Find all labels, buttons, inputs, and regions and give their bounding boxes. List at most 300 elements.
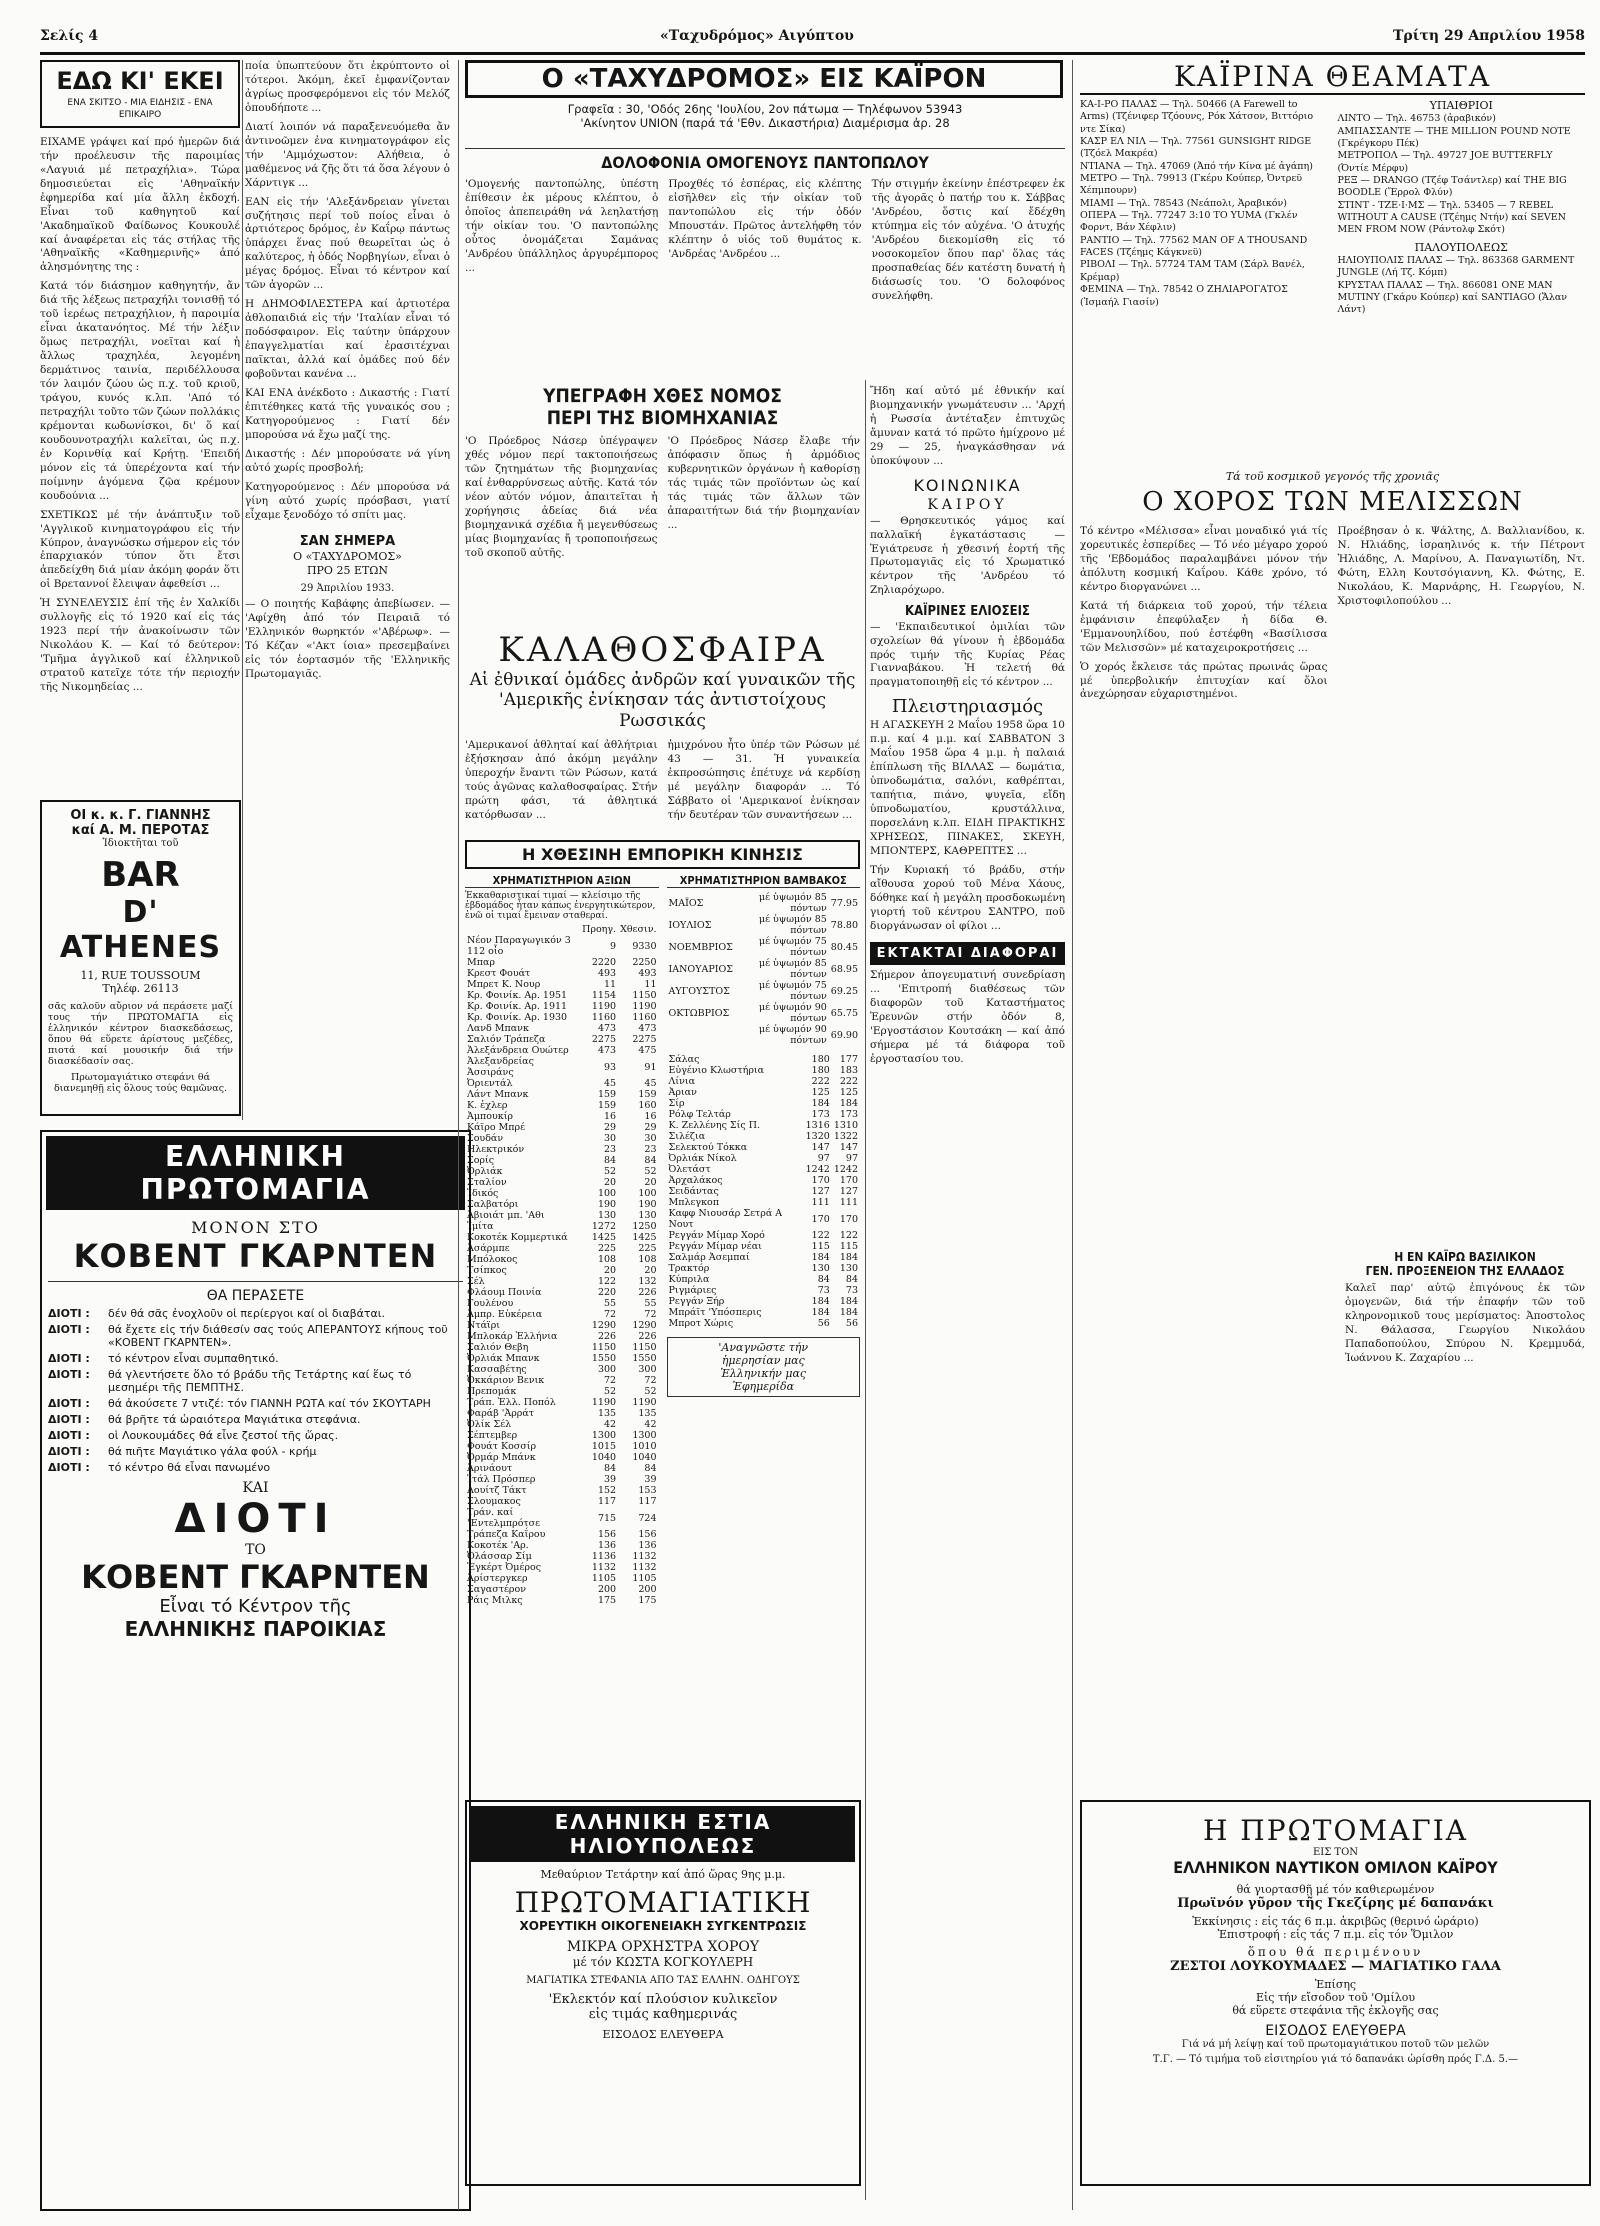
consulate-notice	[1345, 1250, 1585, 1376]
table-cell: 184	[839, 1307, 858, 1318]
table-row	[667, 1175, 861, 1186]
table-cell: Λανδ Μπανκ	[467, 1023, 529, 1034]
table-cell: 30	[644, 1133, 657, 1144]
table-cell: 1150	[632, 990, 657, 1001]
table-cell: 1550	[632, 1353, 657, 1364]
table-cell: 226	[638, 1331, 657, 1342]
table-row	[465, 1496, 659, 1507]
table-cell: 84	[644, 1463, 657, 1474]
table-cell: 117	[638, 1496, 657, 1507]
table-cell: 1322	[833, 1131, 858, 1142]
table-cell: 72	[603, 1375, 617, 1386]
reason-row: ΔΙΟΤΙ : θά γλεντήσετε ὅλο τό βράδυ τῆς Τετάρτης καί ἕως τό μεσημέρι τῆς ΠΕΜΠΤΗΣ.	[48, 1368, 412, 1394]
murder-title: ΔΟΛΟΦΟΝΙΑ ΟΜΟΓΕΝΟΥΣ ΠΑΝΤΟΠΩΛΟΥ	[465, 148, 1065, 172]
cotton-table-2	[667, 1054, 861, 1329]
may-in: ΕΙΣ ΤΟΝ	[1312, 1847, 1359, 1858]
table-cell: Ἰμίτα	[467, 1221, 494, 1232]
table-cell: 1160	[632, 1012, 657, 1023]
table-cell: 93	[603, 1061, 617, 1073]
bar-athenes-ad	[40, 800, 241, 1116]
table-cell: Ὀρλιάκ Νίκολ	[668, 1153, 737, 1164]
table-cell: 473	[638, 1023, 657, 1034]
table-cell: 300	[597, 1364, 617, 1375]
table-cell: 190	[638, 1199, 657, 1210]
table-cell: 52	[644, 1386, 657, 1397]
reason-row: ΔΙΟΤΙ : τό κέντρον εἶναι συμπαθητικό.	[48, 1352, 279, 1365]
issue-date: Τρίτη 29 Απριλίου 1958	[1392, 28, 1585, 44]
article-paragraph: ποία ὑπωπτεύουν ὅτι ἐκρύπτοντο οἱ τότεροι. Ἀκόμη, ἐκεῖ ἐμφανίζονταν ἀγρίως προσφερόμενοι εἰς τόν Μελόζ ὁπουδήποτε ...	[245, 60, 450, 114]
table-cell: 1150	[591, 1342, 617, 1353]
table-cell: 1300	[591, 1430, 617, 1441]
ad-to: ΤΟ	[245, 1542, 266, 1558]
ad-bar-name: BAR	[101, 855, 180, 895]
ad-bar-name2: D' ATHENES	[59, 895, 222, 965]
table-row	[465, 1331, 659, 1342]
table-cell: 111	[839, 1197, 858, 1208]
table-cell: 1132	[632, 1562, 657, 1573]
table-cell: 1040	[632, 1452, 657, 1463]
table-cell: 183	[839, 1065, 858, 1076]
cinema-item: ΦΕΜΙΝΑ — Τηλ. 78542 Ο ΖΗΛΙΑΡΟΓΑΤΟΣ (Ἰσμαήλ Γιασίν)	[1080, 284, 1288, 308]
table-cell: 130	[597, 1210, 617, 1221]
article-paragraph: Δικαστής : Δέν μπορούσατε νά γίνη αὐτό χωρίς προσβολή;	[245, 447, 450, 474]
table-cell: Ἀμπουκίρ	[467, 1111, 514, 1122]
table-cell: 30	[603, 1133, 617, 1144]
table-row	[465, 1452, 659, 1463]
social-paragraph: — Θρησκευτικός γάμος καί παλλαϊκή ἐγκατάστασις — Ἐγιάτρευσε ἡ χθεσινή ἑορτή τῆς Πρωτομαγιᾶς εἰς τό Χρωματικό κέντρον τῆς 'Ανδρέου τό Ζηλιαρόχωρο.	[870, 514, 1065, 597]
table-cell: Σορίς	[467, 1155, 495, 1166]
table-cell: 152	[597, 1485, 617, 1496]
table-cell: 177	[839, 1054, 858, 1065]
table-cell: 1154	[591, 990, 617, 1001]
cotton-table-block	[667, 874, 861, 1606]
ad-address: 11, RUE TOUSSOUM	[80, 969, 201, 982]
table-row	[465, 1023, 659, 1034]
table-cell: 175	[638, 1595, 657, 1606]
table-cell: 130	[839, 1263, 858, 1274]
table-row	[667, 958, 861, 980]
table-cell: 72	[644, 1309, 657, 1320]
table-cell: Τσίπκος	[467, 1265, 507, 1276]
table-cell: Μπλεγκοπ	[668, 1197, 719, 1208]
table-cell: 84	[817, 1274, 830, 1285]
table-cell: 1132	[632, 1551, 657, 1562]
table-cell: 72	[644, 1375, 657, 1386]
table-cell: 23	[644, 1144, 657, 1155]
consulate-paragraph: Καλεῖ παρ' αὐτῷ ἐπιγόνους ἐκ τῶν ὁμογενῶν, διά τήν ἐπαφήν τῶν τοῦ κληρονομικοῦ τους μερίσματος: Ἀποστολος Ν. Θάλασσα, Γεωργίου Νικολάου Παπαδοπούλου, Σπύρου Ν. Κρεμμυδά, Ἰωάννου Κ. Ζαχαρίου ...	[1345, 1282, 1585, 1364]
table-cell: Ηλεκτρικόν	[467, 1144, 525, 1155]
table-cell: Κοκοτέκ Κομμερτικά	[467, 1232, 568, 1243]
table-row	[667, 1002, 861, 1024]
ad-footer: Πρωτομαγιάτικο στεφάνι θά διανεμηθῇ εἰς ὅλους τούς θαμῶνας.	[53, 1072, 228, 1094]
table-cell: Σαλιόν Θεβη	[467, 1342, 529, 1353]
table-cell: Κ. Ζελλένης Σίς Π.	[668, 1120, 761, 1131]
table-row	[465, 1463, 659, 1474]
table-row	[667, 1131, 861, 1142]
table-cell: ΙΑΝΟΥΑΡΙΟΣ	[668, 963, 733, 975]
table-cell: 173	[839, 1109, 858, 1120]
table-cell: 1105	[591, 1573, 617, 1584]
table-cell: 72	[603, 1309, 617, 1320]
table-cell: Σάλας	[668, 1054, 700, 1065]
table-cell: Φλάουμ Ποινία	[467, 1287, 542, 1298]
estia-ad	[465, 1800, 861, 2186]
table-cell: 39	[603, 1474, 617, 1485]
table-cell: 100	[638, 1188, 657, 1199]
table-cell: 73	[845, 1285, 858, 1296]
table-cell: 91	[644, 1061, 657, 1073]
table-cell: 122	[811, 1230, 830, 1241]
table-cell: 493	[597, 968, 617, 979]
ad-dioti-big: ΔΙΟΤΙ	[174, 1496, 337, 1542]
table-cell: 45	[644, 1078, 657, 1089]
table-cell: 2275	[632, 1034, 657, 1045]
murder-paragraph-2: Προχθές τό ἑσπέρας, εἰς κλέπτης εἰσῆλθεν εἰς τήν οἰκίαν τοῦ παντοπώλου εἰς τήν ὁδόν Μπουστάν. Πρῶτος ἀντελήφθη τόν κλέπτην ὁ υἱός τοῦ θυμάτος κ. 'Ανδρέας 'Ανδρέου ...	[668, 178, 862, 260]
table-row	[465, 1485, 659, 1496]
table-cell: ΝΟΕΜΒΡΙΟΣ	[668, 941, 733, 953]
table-row	[465, 1540, 659, 1551]
table-cell: 153	[638, 1485, 657, 1496]
table-row	[667, 1296, 861, 1307]
article-paragraph: Διατί λοιπόν νά παραξενευόμεθα ἄν ἀντινοῶμεν ἐνα κινηματογράφον εἰς τήν 'Αμμόχωστον: Αλήθεια, ὁ μαθέμενος νά ζῆς ὅτι τά ὅσα λέγουν ὁ Χάρντιγκ ...	[245, 120, 450, 189]
table-cell: ΟΚΤΩΒΡΙΟΣ	[668, 1007, 730, 1019]
table-cell: Ἐγκέρτ Ὀμέρος	[467, 1562, 542, 1573]
san-simera-box	[245, 533, 450, 683]
table-row	[465, 1529, 659, 1540]
table-cell: 1272	[591, 1221, 617, 1232]
table-cell: Μπλοκάρ Ἐλλήνια	[467, 1331, 558, 1342]
cinema-item: ΟΠΕΡΑ — Τηλ. 77247 3:10 TO YUMA (Γκλέν Φορντ, Βάν Χέφλιν)	[1080, 210, 1298, 234]
article-paragraph: Ἤδη καί αὐτό μέ ἐθνικήν καί βιομηχανικήν γνωμάτευσιν ... 'Αρχή ἡ Ρωσσία ἀντέταξεν ἐπιτυχῶς ἄμυναν κατά τό πρῶτο ἡμίχρονο μέ 29 — 25, ἠναγκάσθησαν νά ὑποκύψουν ...	[870, 385, 1065, 467]
may-line-9: θά εὕρετε στεφάνια τῆς ἐκλογῆς σας	[1232, 2004, 1439, 2017]
article-paragraph: Κατά τόν διάσημον καθηγητήν, ἄν διά τῆς λέξεως πετραχήλι τονισθῇ τό τοῦ ἱερέως πετραχήλιον, ἡ παροιμία εἶναι ἀκατανόητος. Μέ τήν λέξιν ὅμως πετραχήλι, νοεῖται καί ἡ ἄλλως τραχηλέα, λεγομένη δερμάτινος ταινία, περιδέλλουσα τόν λαιμόν ζώου ὡς π.χ. τοῦ κριοῦ, τράγου, κυνός κ.λπ. 'Από τό πετραχήλι τοῦτο τῶν ζώων πολλάκις κρέμονται κωδωνίσκοι, δι' ὅ καί κουδουνοτραχήλι καλεῖται, ὡς π.χ. ἐν Κορινθίᾳ καί Κρήτῃ. 'Επειδή μόνον εἰς τά ὑπερέχοντα καί τήν ποίμνην ἀγόμενα ζῷα κρέμουν κουδούνια ...	[40, 280, 240, 502]
basketball-article	[465, 630, 860, 823]
may-club: ΕΛΛΗΝΙΚΟΝ ΝΑΥΤΙΚΟΝ ΟΜΙΛΟΝ ΚΑΪΡΟΥ	[1173, 1858, 1498, 1877]
table-cell: Σαλιόν Τράπεζα	[467, 1034, 546, 1045]
table-cell: 11	[603, 979, 617, 990]
table-cell: 222	[811, 1076, 830, 1087]
table-cell: Σαγαστέρον	[467, 1584, 526, 1595]
cinema-item: ΜΕΤΡΟΠΟΛ — Τηλ. 49727 JOE BUTTERFLY (Ὀντίε Μέρφυ)	[1337, 150, 1553, 174]
table-row	[465, 1397, 659, 1408]
table-cell: 1010	[632, 1441, 657, 1452]
ad-banner: ΕΛΛΗΝΙΚΗ ΠΡΩΤΟΜΑΓΙΑ	[46, 1136, 465, 1210]
table-cell: 132	[638, 1276, 657, 1287]
table-cell: 184	[839, 1296, 858, 1307]
covent-garden-ad	[40, 1130, 471, 2211]
reason-row: ΔΙΟΤΙ : δέν θά σᾶς ἐνοχλοῦν οἱ περίεργοι καί οἱ διαβάται.	[48, 1307, 385, 1320]
ad-phone: Τηλέφ. 26113	[102, 982, 179, 995]
table-cell: Ὀριεντάλ	[467, 1078, 513, 1089]
cinema-item: ΣΤΙΝΤ - ΤΖΕ·Ι·ΜΣ — Τηλ. 53405 — 7 REBEL WITHOUT A CAUSE (Τζέημς Ντήν) καί SEVEN MEN FROM NOW (Ράντολφ Σκότ)	[1337, 199, 1566, 236]
table-row	[465, 1232, 659, 1243]
table-cell: 52	[603, 1166, 617, 1177]
bees-dance-article	[1080, 470, 1585, 702]
ad-venue: ΚΟΒΕΝΤ ΓΚΑΡΝΤΕΝ	[73, 1237, 438, 1275]
table-row	[465, 1166, 659, 1177]
article-paragraph: Ἡ ΣΥΝΕΛΕΥΣΙΣ ἐπί τῆς ἐν Χαλκίδι συλλογῆς εἰς τό 1920 καί εἰς τάς 1923 περί τήν ἀνακοίνωσιν τῶν Νικολάου Κ. — Καί τό δεύτερον: 'Τμῆμα ἀγγλικοῦ καί ἐλληνικοῦ στρατοῦ κατεῖχε τότε τήν περιοχήν τῆς Νικομηδείας ...	[40, 597, 240, 694]
office-info	[465, 102, 1065, 130]
table-cell: 9	[610, 940, 617, 952]
column-2	[245, 60, 450, 687]
estia-wreaths: ΜΑΓΙΑΤΙΚΑ ΣΤΕΦΑΝΙΑ ΑΠΟ ΤΑΣ ΕΛΛΗΝ. ΟΔΗΓΟΥΣ	[526, 1975, 800, 1986]
article-paragraph: ΚΑΙ ΕΝΑ ἀνέκδοτο : Δικαστής : Γιατί ἐπιτέθηκες κατά τῆς γυναικός σου ; Κατηγορούμενος : Γιατί δέν μπορούσα νά ἔχω μαζί της.	[245, 386, 450, 441]
table-row	[465, 1551, 659, 1562]
table-cell: μέ ὑψωμόν 85 πόντων	[758, 892, 827, 914]
table-cell: 135	[597, 1408, 617, 1419]
table-cell: 170	[811, 1213, 830, 1225]
law-title-1: ΥΠΕΓΡΑΦΗ ΧΘΕΣ ΝΟΜΟΣ	[543, 385, 782, 407]
table-cell: 180	[811, 1054, 830, 1065]
table-cell: 20	[644, 1265, 657, 1276]
table-cell: 130	[638, 1210, 657, 1221]
table-row	[465, 1353, 659, 1364]
table-cell: 300	[638, 1364, 657, 1375]
column-edo-ki-ekei	[40, 60, 240, 700]
table-row	[667, 1109, 861, 1120]
table-cell	[667, 1024, 736, 1046]
table-cell: 156	[597, 1529, 617, 1540]
table-cell: Σειδάντας	[668, 1186, 719, 1197]
may-line-2: Πρωϊνόν γῦρον τῆς Γκεζίρης μέ δαπανάκι	[1177, 1896, 1494, 1911]
ad-owners-line2: καί Α. Μ. ΠΕΡΟΤΑΣ	[71, 823, 210, 838]
table-cell: Γουλένου	[467, 1298, 514, 1309]
table-row	[667, 1230, 861, 1241]
table-cell: Σαλβατόρι	[467, 1199, 519, 1210]
murder-paragraph-3: Τήν στιγμήν ἐκείνην ἐπέστρεφεν ἐκ τῆς ἀγορᾶς ὁ πατήρ του κ. Σάββας 'Ανδρέου, ὅστις καί ἔδέχθη κτύπημα εἰς τόν αὐχένα. 'Ο ἀτυχής 'Ανδρέου διεκομίσθη εἰς τό νοσοκομεῖον ὅπου παρ' ὅλας τάς προσπαθείας δέν κατέστη δυνατή ἡ διάσωσίς του. 'Ο δολοφόνος συνελήφθη.	[871, 178, 1065, 302]
table-cell: 39	[644, 1474, 657, 1485]
masthead-box	[465, 60, 1063, 98]
ad-owners-line1: ΟΙ κ. κ. Γ. ΓΙΑΝΝΗΣ	[70, 808, 211, 823]
stock-title: ΧΡΗΜΑΤΙΣΤΗΡΙΟΝ ΑΞΙΩΝ	[465, 874, 659, 888]
reason-row: ΔΙΟΤΙ : θά βρῆτε τά ὡραιότερα Μαγιάτικα στεφάνια.	[48, 1413, 361, 1426]
table-cell: Ριγμάριες	[668, 1285, 717, 1296]
table-row	[465, 979, 659, 990]
article-paragraph: ΕΙΧΑΜΕ γράψει καί πρό ἡμερῶν διά τήν προέλευσιν τῆς παροιμίας «Λαγυιά μέ πετραχήλια». Τώρα δημοσιεύεται εἰς 'Αθηναϊκήν ἐφημερίδα καί μία ἄλλη ἐκδοχή. Εἶναι τοῦ καθηγητοῦ καί 'Ακαδημαϊκοῦ Φαίδωνος Κουκουλέ καί ἀναφέρεται εἰς τάς στήλας τῆς 'Αθηναϊκῆς «Καθημερινῆς» ἀπό ἀλησμόνητης της :	[40, 135, 240, 274]
ad-only-at: ΜΟΝΟΝ ΣΤΟ	[191, 1218, 320, 1237]
table-cell: 108	[638, 1254, 657, 1265]
auction-paragraph-2: Τήν Κυριακή τό βράδυ, στήν αἴθουσα χορού τοῦ Μένα Χάους, δόθηκε καί ἡ μεγάλη προσδοκωμένη γιορτή τοῦ κέντρου ΣΑΝΤΡΟ, ποῦ διοργάνωσαν οἱ φίλοι ...	[870, 863, 1065, 932]
cinemas-list	[1080, 99, 1328, 317]
table-cell: 1290	[632, 1320, 657, 1331]
table-cell: ΙΟΥΛΙΟΣ	[668, 919, 712, 931]
table-cell: Μπροτ Χώρις	[668, 1318, 734, 1329]
table-row	[465, 1375, 659, 1386]
table-row	[465, 1562, 659, 1573]
table-cell: 2220	[591, 957, 617, 968]
masthead-title: Ο «ΤΑΧΥΔΡΟΜΟΣ» ΕΙΣ ΚΑΪΡΟΝ	[541, 64, 987, 94]
table-cell: 226	[638, 1287, 657, 1298]
san-simera-title: ΣΑΝ ΣΗΜΕΡΑ	[299, 533, 396, 549]
table-row	[465, 1419, 659, 1430]
table-cell: Τράν. καί 'Ἐντελμπρότσε	[467, 1507, 541, 1529]
social-subtitle: ΚΑΙΡΟΥ	[927, 496, 1008, 513]
table-cell: 68.95	[830, 963, 858, 975]
table-cell: Ἀρχαλάκος	[668, 1175, 723, 1186]
san-simera-text: — Ο ποιητής Καβάφης ἀπεβίωσεν. — 'Αφίχθη ἀπό τόν Πειραιᾶ τό 'Ελληνικόν θωρηκτόν «'Αβέρωφ». — Τό Κέζαν «'Ακτ ίοια» πρεσεμβαίνει εἰς τόν ἑορτασμόν τῆς 'Ελληνικῆς Πρωτομαγιᾶς.	[245, 598, 450, 681]
table-cell: Σέπτεμβερ	[467, 1430, 518, 1441]
social-section	[870, 475, 1065, 515]
article-paragraph: Κατηγορούμενος : Δέν μπορούσα νά γίνη αὐτό χωρίς πρόσβασι, γιατί εἶχαμε ξενοδόχο τό σπίτι μας.	[245, 480, 450, 521]
estia-with: μέ τόν ΚΩΣΤΑ ΚΟΓΚΟΥΛΕΡΗ	[572, 1955, 754, 1969]
table-row	[465, 990, 659, 1001]
table-cell: 84	[603, 1463, 617, 1474]
table-cell: 222	[839, 1076, 858, 1087]
bees-kicker: Τά τοῦ κοσμικοῦ γεγονός τῆς χρονιᾶς	[1225, 470, 1440, 483]
cinema-item: ΝΤΙΑΝΑ — Τηλ. 47069 (Ἀπό τήν Κίνα μέ ἀγάπη)	[1080, 160, 1313, 172]
table-cell: Λάντ Μπανκ	[467, 1089, 529, 1100]
exhibition-paragraph: Σήμερον ἀπογευματινή συνεδρίαση ... 'Επιτροπή διαθέσεως τῶν διαφορῶν τοῦ Καταστήματος Ἐρευνῶν στήν ὁδόν 8, 'Εργοστάσιον Κουτσάκη — καί ἀπό σήμερα μέ τά διάφορα τοῦ ἐργοστασίου του.	[870, 968, 1065, 1065]
bees-title: Ο ΧΟΡΟΣ ΤΩΝ ΜΕΛΙΣΣΩΝ	[1142, 487, 1523, 517]
table-cell: 160	[638, 1100, 657, 1111]
table-cell: 184	[811, 1252, 830, 1263]
table-cell: 127	[839, 1186, 858, 1197]
table-cell: 56	[845, 1318, 858, 1329]
table-cell: 175	[597, 1595, 617, 1606]
table-cell: 184	[811, 1307, 830, 1318]
law-article	[465, 385, 860, 566]
table-cell: Σέλ	[467, 1276, 485, 1287]
table-row	[667, 1186, 861, 1197]
ad-role: Ἰδιοκτῆται τοῦ	[102, 838, 179, 849]
column-rule	[865, 380, 866, 2200]
table-cell: 170	[839, 1175, 858, 1186]
table-cell: 136	[597, 1540, 617, 1551]
table-cell: 69.90	[830, 1029, 858, 1041]
table-row	[667, 1252, 861, 1263]
column-rule	[458, 60, 459, 2210]
table-cell: 115	[839, 1241, 858, 1252]
table-cell: 159	[597, 1089, 617, 1100]
table-cell: Μπράϊτ 'Υπόσπερις	[668, 1307, 762, 1318]
table-cell: Κύπριλα	[668, 1274, 710, 1285]
table-cell: Μπόλοκος	[467, 1254, 518, 1265]
table-cell: μέ ὑψωμόν 85 πόντων	[758, 958, 827, 980]
table-cell: Ὀρμάρ Μπάνκ	[467, 1452, 536, 1463]
cinemas-title: ΚΑΪΡΙΝΑ ΘΕΑΜΑΤΑ	[1080, 60, 1585, 95]
cinema-item: ΑΜΠΑΣΣΑΝΤΕ — THE MILLION POUND NOTE (Γκρέγκορυ Πέκ)	[1337, 125, 1571, 149]
table-cell: 16	[644, 1111, 657, 1122]
table-row	[667, 1024, 861, 1046]
table-row	[667, 1274, 861, 1285]
table-cell: 45	[603, 1078, 617, 1089]
table-cell: Σίρ	[668, 1098, 685, 1109]
table-row	[667, 1076, 861, 1087]
murder-paragraph-1: 'Ομογενής παντοπώλης, ὑπέστη ἐπίθεσιν ἐκ μέρους κλέπτου, ὁ ὁποῖος ἀπεπειράθη νά λεηλατήσῃ τήν οἰκίαν του. 'Ο παντοπώλης οὗτος ὀνομάζεται Σαμάνας 'Ανδρέου ὑπάλληλος ἀργυρέμπορος ...	[465, 178, 659, 274]
table-row	[465, 1122, 659, 1133]
column-4	[870, 385, 1065, 1072]
table-row	[667, 1263, 861, 1274]
table-row	[465, 1287, 659, 1298]
reason-row: ΔΙΟΤΙ : θά ἀκούσετε 7 ντιζέ: τόν ΓΙΑΝΝΗ ΡΩΤΑ καί τόν ΣΚΟΥΤΑΡΗ	[48, 1397, 431, 1410]
table-cell: 2275	[591, 1034, 617, 1045]
table-cell: 117	[597, 1496, 617, 1507]
table-cell: 84	[644, 1155, 657, 1166]
may-title: Η ΠΡΩΤΟΜΑΓΙΑ	[1202, 1814, 1469, 1847]
may-note: Γιά νά μή λείψῃ καί τοῦ πρωτομαγιάτικου ποτοῦ τῶν μελῶν	[1181, 2039, 1490, 2050]
table-cell: 115	[811, 1241, 830, 1252]
table-row	[465, 1595, 659, 1606]
table-cell: Λουίτζ Τάκτ	[467, 1485, 527, 1496]
table-row	[465, 1430, 659, 1441]
bees-paragraph-3: Κατά τή διάρκεια τοῦ χορού, τήν τέλεια ἐμφάνισιν ἐπεφύλαξεν ἡ δίδα Θ. 'Εμμανουηλίδου, πού ἐστέφθη «Βασίλισσα τῶν Μελισσῶν» μέ καταχειροκροτήσεις ...	[1080, 599, 1328, 654]
table-cell: 493	[638, 968, 657, 979]
cinema-item: ΚΑ-Ι-ΡΟ ΠΑΛΑΣ — Τηλ. 50466 (Α Farewell to Arms) (Τζένιφερ Τζόουνς, Ρόκ Χάτσον, Βιττόριο ντε Σίκα)	[1080, 99, 1314, 135]
cinema-item: ΛΙΝΤΟ — Τηλ. 46753 (ἀραβικόν)	[1337, 113, 1496, 125]
table-row	[465, 1408, 659, 1419]
table-row	[667, 1142, 861, 1153]
memorial-title: ΚΑΪΡΙΝΕΣ ΕΛΙΟΣΕΙΣ	[905, 604, 1030, 620]
ad-venue-2: ΚΟΒΕΝΤ ΓΚΑΡΝΤΕΝ	[81, 1558, 430, 1596]
table-cell: 225	[638, 1243, 657, 1254]
table-cell: Σιλέζια	[668, 1131, 706, 1142]
table-row	[465, 1089, 659, 1100]
table-row	[465, 1276, 659, 1287]
table-cell: Σουδάν	[467, 1133, 504, 1144]
table-cell: Ἀβιοιάτ μπ. 'Αθι	[467, 1210, 545, 1221]
table-cell: Κάϊρο Μπρέ	[467, 1122, 526, 1133]
table-cell: Ἰδικός	[467, 1188, 499, 1199]
law-title-2: ΠΕΡΙ ΤΗΣ ΒΙΟΜΗΧΑΝΙΑΣ	[546, 407, 779, 429]
estia-date: Μεθαύριον Τετάρτην καί ἀπό ὥρας 9ης μ.μ.	[540, 1868, 786, 1881]
table-cell: 715	[597, 1512, 617, 1524]
table-cell: 29	[644, 1122, 657, 1133]
cinema-item: ΜΕΤΡΟ — Τηλ. 79913 (Γκέρυ Κούπερ, Ὀντρεϋ Χέπμπουρν)	[1080, 173, 1303, 197]
table-cell: 1425	[632, 1232, 657, 1243]
edo-ki-ekei-title: ΕΔΩ ΚΙ' ΕΚΕΙ	[56, 67, 224, 95]
table-cell: 16	[603, 1111, 617, 1122]
estia-banner: ΕΛΛΗΝΙΚΗ ΕΣΤΙΑ ΗΛΙΟΥΠΟΛΕΩΣ	[471, 1806, 855, 1862]
table-cell: 78.80	[830, 919, 858, 931]
table-row	[465, 1001, 659, 1012]
table-cell: 200	[638, 1584, 657, 1595]
table-cell: 1132	[591, 1562, 617, 1573]
table-row	[465, 957, 659, 968]
table-cell: Ἀσάρμπε	[467, 1243, 510, 1254]
table-row	[465, 1573, 659, 1584]
table-cell: ΑΥΓΟΥΣΤΟΣ	[668, 985, 730, 997]
table-cell: Ἰτάλ Πρόσπερ	[467, 1474, 536, 1485]
page-header	[40, 22, 1585, 55]
may-entry: ΕΙΣΟΔΟΣ ΕΛΕΥΘΕΡΑ	[1265, 2023, 1406, 2039]
table-cell: 52	[603, 1386, 617, 1397]
table-cell: Τρακτόρ	[668, 1263, 710, 1274]
social-title: ΚΟΙΝΩΝΙΚΑ	[913, 475, 1022, 495]
estia-cuisine-1: 'Εκλεκτόν καί πλούσιον κυλικεῖον	[548, 1992, 778, 2007]
nautical-club-ad	[1080, 1800, 1591, 2186]
table-row	[465, 1078, 659, 1089]
table-row	[667, 1120, 861, 1131]
table-row	[465, 1320, 659, 1331]
table-cell: Φουάτ Κοσσίρ	[467, 1441, 537, 1452]
read-us-box: 'Αναγνῶστε τήν ἡμερησίαν μας Ἐλληνικήν μας Ἐφημερίδα	[667, 1337, 861, 1397]
table-cell: μέ ὑψωμόν 75 πόντων	[758, 936, 827, 958]
bees-paragraph-4: Ὁ χορός ἔκλεισε τάς πρώτας πρωινάς ὥρας μέ ὑπερβολικήν ἐπιτυχίαν καί ὅλοι ἀνεχώρησαν εὐχαριστημένοι.	[1080, 660, 1328, 701]
table-row	[465, 1188, 659, 1199]
table-row	[465, 1177, 659, 1188]
table-cell: Ὀλίκ Σέλ	[467, 1419, 512, 1430]
table-cell: 80.45	[830, 941, 858, 953]
table-cell: Καφφ Νιουσάρ Σετρά Α Νουτ	[668, 1208, 783, 1230]
table-row	[465, 1012, 659, 1023]
table-cell: Ὀκκάριον Βενικ	[467, 1375, 545, 1386]
column-rule	[242, 60, 243, 1120]
table-cell: 52	[644, 1166, 657, 1177]
table-cell: Ρόλφ Τελτάρ	[668, 1109, 731, 1120]
estia-cuisine-2: εἰς τιμάς καθημερινάς	[588, 2007, 738, 2022]
table-cell: Ράις Μιλκς	[467, 1595, 523, 1606]
table-cell: 73	[817, 1285, 830, 1296]
